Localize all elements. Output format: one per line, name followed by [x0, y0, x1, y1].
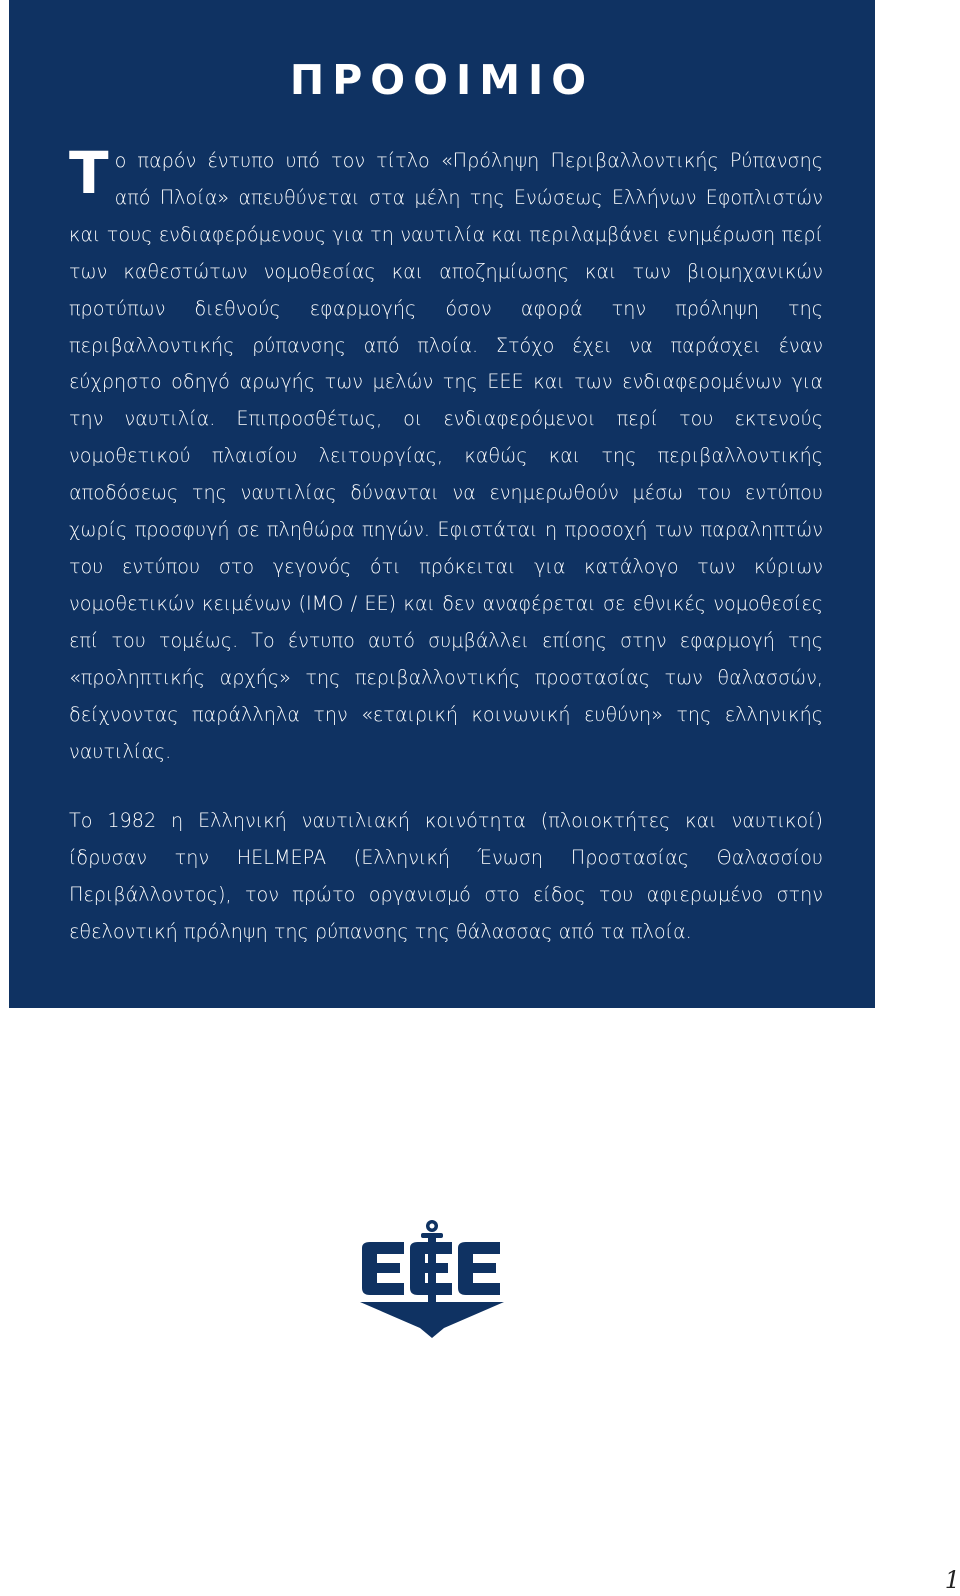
- intro-paragraph-text: ο παρόν έντυπο υπό τον τίτλο «Πρόληψη Περιβαλλοντικής Ρύπανσης από Πλοία» απευθύνεται στα μέλη της Ενώσεως Ελλήνων Εφοπλιστών και τους ενδιαφερόμενους για τη ναυτιλία και περιλαμβάνει ενημέρωση περί των καθεστώτων νομοθεσίας και αποζημίωσης και των βιομηχανικών προτύπων διεθνούς εφαρμογής όσον αφορά την πρόληψη της περιβαλλοντικής ρύπανσης από πλοία. Στόχο έχει να παράσχει έναν εύχρηστο οδηγό αρωγής των μελών της ΕΕΕ και των ενδιαφερομένων για την ναυτιλία. Επιπροσθέτως, οι ενδιαφερόμενοι περί του εκτενούς νομοθετικού πλαισίου λειτουργίας, καθώς και της περιβαλλοντικής αποδόσεως της ναυτιλίας δύνανται να ενημερωθούν μέσω του εντύπου χωρίς προσφυγή σε πληθώρα πηγών. Εφιστάται η προσοχή των παραληπτών του εντύπου στο γεγονός ότι πρόκειται για κατάλογο των κύριων νομοθετικών κειμένων (ΙΜΟ / ΕΕ) και δεν αναφέρεται σε εθνικές νομοθεσίες επί του τομέως. Το έντυπο αυτό συμβάλλει επίσης στην εφαρμογή της «προληπτικής αρχής» της περιβαλλοντικής προστασίας των θαλασσών, δείχνοντας παράλληλα την «εταιρική κοινωνική ευθύνη» της ελληνικής ναυτιλίας.: [69, 149, 823, 763]
- intro-panel: [9, 0, 875, 1008]
- eee-anchor-logo: [360, 1220, 520, 1345]
- drop-cap: Τ: [69, 139, 109, 207]
- page-number: 1: [944, 1566, 960, 1594]
- helmepa-paragraph: Το 1982 η Ελληνική ναυτιλιακή κοινότητα (πλοιοκτήτες και ναυτικοί) ίδρυσαν την HELMEPA (Ελληνική Ένωση Προστασίας Θαλασσίου Περιβάλλοντος), τον πρώτο οργανισμό στο είδος του αφιερωμένο στην εθελοντική πρόληψη της ρύπανσης της θάλασσας από τα πλοία.: [69, 809, 823, 943]
- anchor-eee-logo-icon: [360, 1220, 520, 1345]
- intro-paragraph: [69, 139, 823, 770]
- page-title: ΠΡΟΟΙΜΙΟ: [289, 56, 595, 104]
